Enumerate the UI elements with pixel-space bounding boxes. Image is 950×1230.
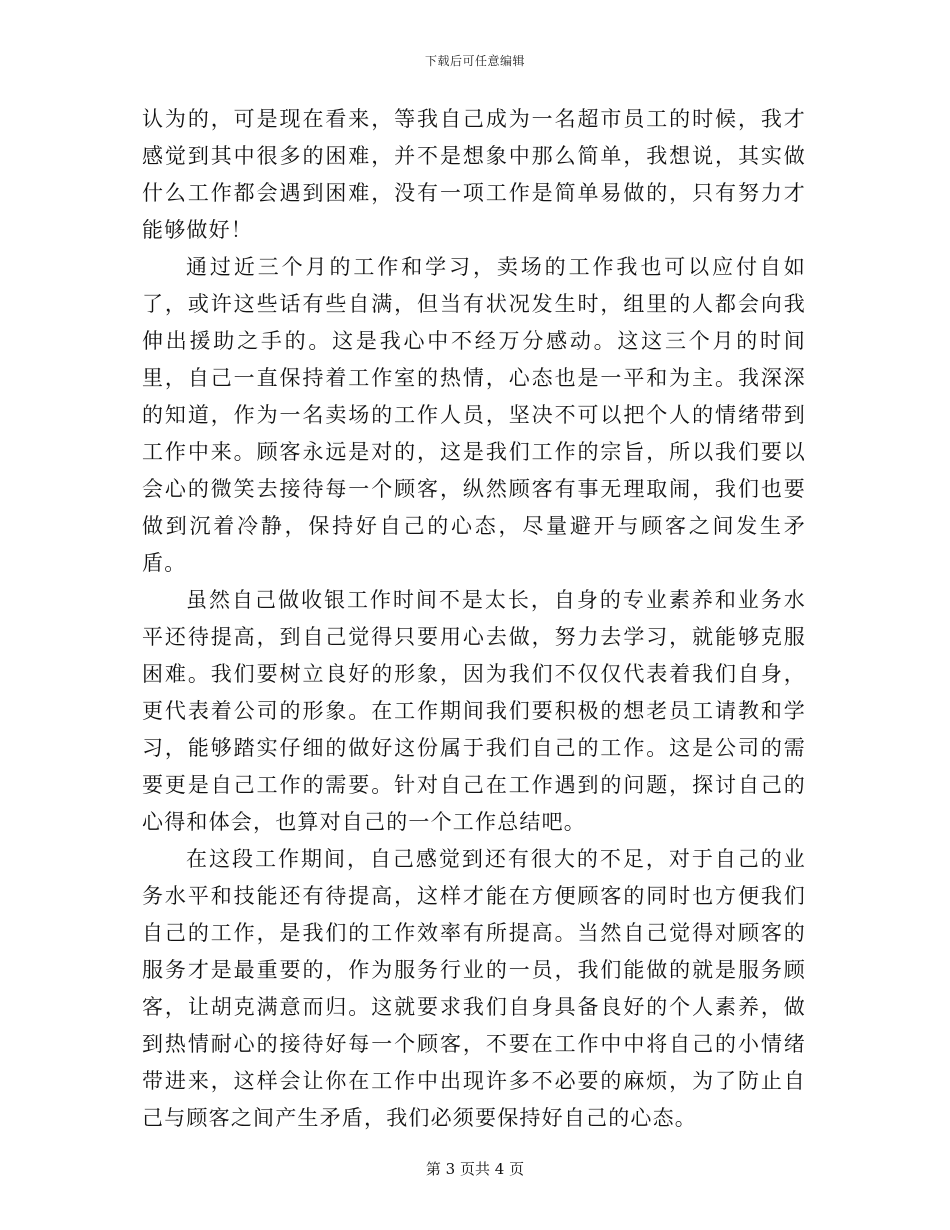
paragraph-4: 在这段工作期间，自己感觉到还有很大的不足，对于自己的业务水平和技能还有待提高，这样才能在方便顾客的同时也方便我们自己的工作，是我们的工作效率有所提高。当然自己觉得对顾客的服务才是最重要的，作为服务行业的一员，我们能做的就是服务顾客，让胡克满意而归。这就要求我们自身具备良好的个人素养，做到热情耐心的接待好每一个顾客，不要在工作中中将自己的小情绪带进来，这样会让你在工作中出现许多不必要的麻烦，为了防止自己与顾客之间产生矛盾，我们必须要保持好自己的心态。	[142, 847, 806, 1130]
paragraph-1: 认为的，可是现在看来，等我自己成为一名超市员工的时候，我才感觉到其中很多的困难，并不是想象中那么简单，我想说，其实做什么工作都会遇到困难，没有一项工作是简单易做的，只有努力才能够做好！	[142, 107, 806, 242]
paragraph-3: 虽然自己做收银工作时间不是太长，自身的专业素养和业务水平还待提高，到自己觉得只要用心去做，努力去学习，就能够克服困难。我们要树立良好的形象，因为我们不仅仅代表着我们自身，更代表着公司的形象。在工作期间我们要积极的想老员工请教和学习，能够踏实仔细的做好这份属于我们自己的工作。这是公司的需要更是自己工作的需要。针对自己在工作遇到的问题，探讨自己的心得和体会，也算对自己的一个工作总结吧。	[142, 588, 806, 834]
page-header: 下载后可任意编辑	[424, 54, 525, 68]
document-body	[142, 101, 806, 1137]
page-footer: 第 3 页共 4 页	[425, 1160, 525, 1178]
paragraph-2: 通过近三个月的工作和学习，卖场的工作我也可以应付自如了，或许这些话有些自满，但当有状况发生时，组里的人都会向我伸出援助之手的。这是我心中不经万分感动。这这三个月的时间里，自己一直保持着工作室的热情，心态也是一平和为主。我深深的知道，作为一名卖场的工作人员，坚决不可以把个人的情绪带到工作中来。顾客永远是对的，这是我们工作的宗旨，所以我们要以会心的微笑去接待每一个顾客，纵然顾客有事无理取闹，我们也要做到沉着冷静，保持好自己的心态，尽量避开与顾客之间发生矛盾。	[142, 255, 806, 575]
